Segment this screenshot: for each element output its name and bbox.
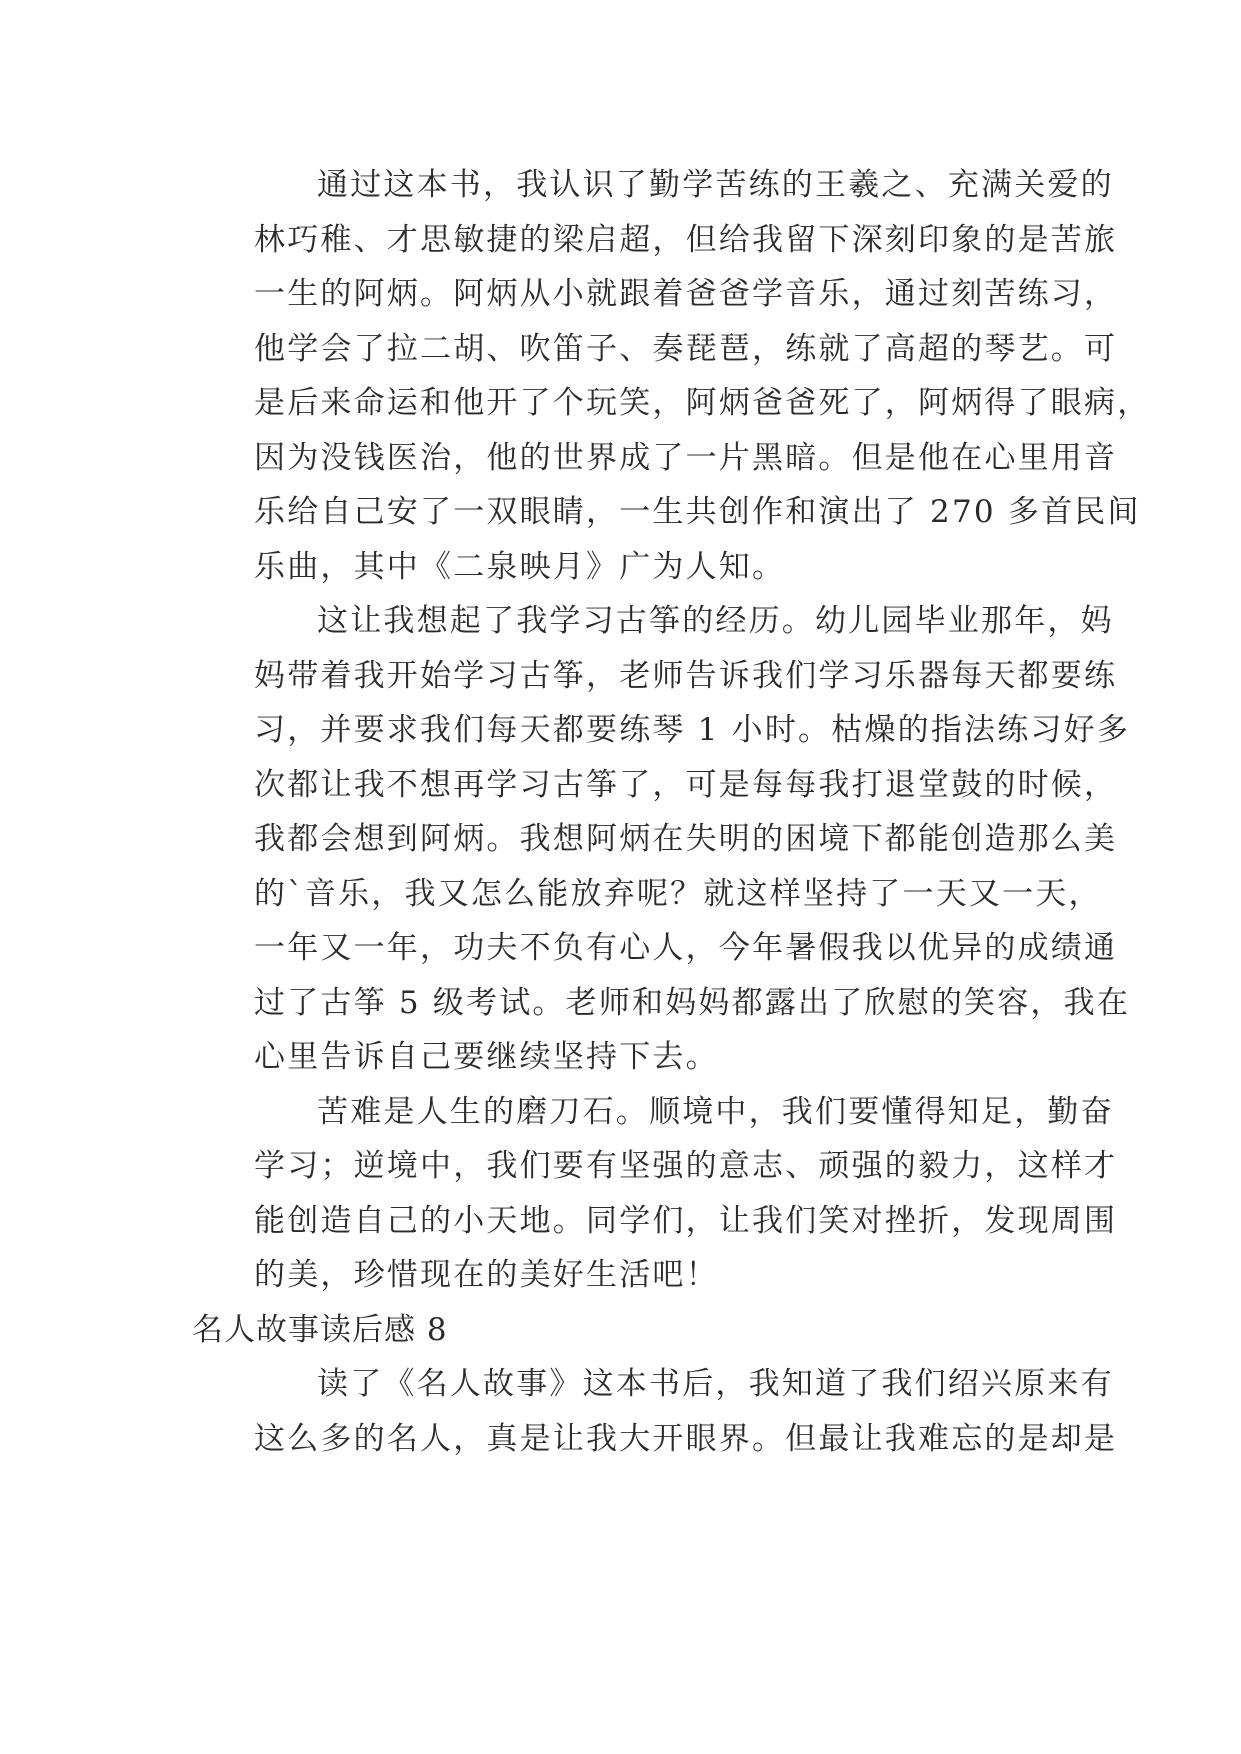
text-line: 学习；逆境中，我们要有坚强的意志、顽强的毅力，这样才 (254, 1148, 1118, 1184)
paragraph-2 (192, 594, 1131, 1085)
text-line: 心里告诉自己要继续坚持下去。 (254, 1039, 719, 1075)
text-line: 次都让我不想再学习古筝了，可是每每我打退堂鼓的时候， (254, 766, 1118, 803)
text-line: 通过这本书，我认识了勤学苦练的王羲之、充满关爱的 (317, 167, 1114, 203)
section-heading: 名人故事读后感 8 (192, 1311, 448, 1348)
text-line: 我都会想到阿炳。我想阿炳在失明的困境下都能创造那么美 (254, 821, 1118, 857)
text-line: 这让我想起了我学习古筝的经历。幼儿园毕业那年，妈 (317, 603, 1114, 639)
text-line: 习，并要求我们每天都要练琴 1 小时。枯燥的指法练习好多 (254, 712, 1131, 748)
text-line: 苦难是人生的磨刀石。顺境中，我们要懂得知足，勤奋 (317, 1093, 1114, 1130)
text-line: 这么多的名人，真是让我大开眼界。但最让我难忘的是却是 (254, 1420, 1118, 1457)
text-line: 能创造自己的小天地。同学们，让我们笑对挫折，发现周围 (254, 1202, 1118, 1239)
text-line: 过了古筝 5 级考试。老师和妈妈都露出了欣慰的笑容，我在 (254, 984, 1131, 1021)
text-line: 的`音乐，我又怎么能放弃呢？就这样坚持了一天又一天， (254, 875, 1102, 912)
paragraph-3 (192, 1085, 1118, 1303)
paragraph-4 (192, 1357, 1118, 1466)
text-line: 乐给自己安了一双眼睛，一生共创作和演出了 270 多首民间 (254, 494, 1141, 530)
text-line: 因为没钱医治，他的世界成了一片黑暗。但是他在心里用音 (254, 439, 1118, 476)
text-line: 他学会了拉二胡、吹笛子、奏琵琶，练就了高超的琴艺。可 (254, 330, 1118, 367)
document-body (192, 158, 1151, 1466)
text-line: 一年又一年，功夫不负有心人，今年暑假我以优异的成绩通 (254, 930, 1118, 966)
text-line: 林巧稚、才思敏捷的梁启超，但给我留下深刻印象的是苦旅 (254, 221, 1118, 258)
text-line: 乐曲，其中《二泉映月》广为人知。 (254, 548, 786, 585)
paragraph-1 (192, 158, 1151, 594)
text-line: 读了《名人故事》这本书后，我知道了我们绍兴原来有 (317, 1366, 1114, 1402)
text-line: 妈带着我开始学习古筝，老师告诉我们学习乐器每天都要练 (254, 657, 1118, 694)
text-line: 是后来命运和他开了个玩笑，阿炳爸爸死了，阿炳得了眼病， (254, 385, 1151, 421)
text-line: 一生的阿炳。阿炳从小就跟着爸爸学音乐，通过刻苦练习， (254, 276, 1118, 312)
text-line: 的美，珍惜现在的美好生活吧！ (254, 1257, 719, 1293)
